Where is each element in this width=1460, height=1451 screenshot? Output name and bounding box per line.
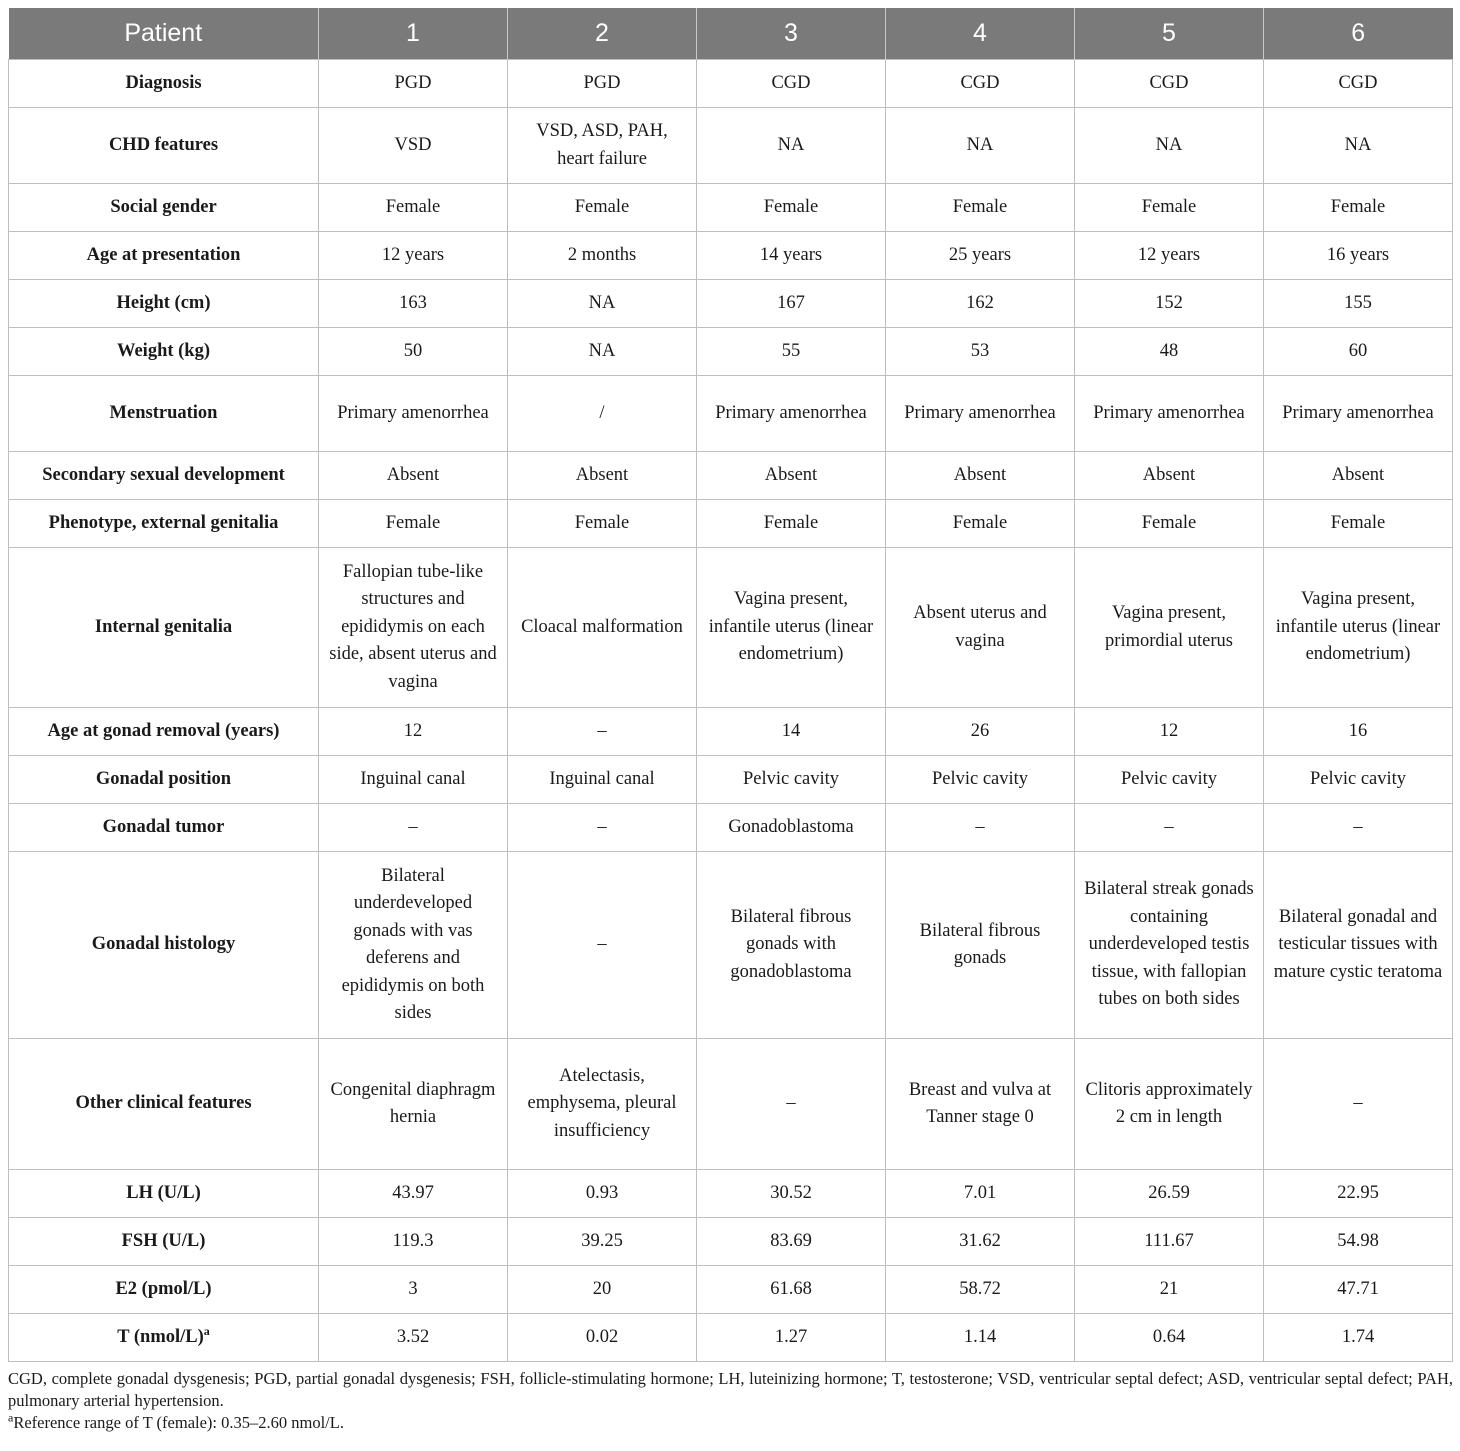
table-cell: Female	[1264, 500, 1453, 548]
header-cell-1: 1	[319, 8, 508, 60]
table-cell: –	[1264, 804, 1453, 852]
row-label-text: Age at presentation	[86, 244, 241, 265]
table-cell: Female	[886, 184, 1075, 232]
table-cell: 7.01	[886, 1170, 1075, 1218]
row-label-text: Diagnosis	[125, 72, 202, 93]
table-cell: PGD	[319, 60, 508, 108]
table-row	[9, 1218, 1453, 1266]
row-label-text: Gonadal histology	[91, 934, 236, 955]
row-label	[9, 328, 319, 376]
table-cell: –	[508, 708, 697, 756]
table-cell: Female	[697, 500, 886, 548]
table-cell: 167	[697, 280, 886, 328]
table-cell: Inguinal canal	[319, 756, 508, 804]
table-cell: 50	[319, 328, 508, 376]
table-cell: Bilateral underdeveloped gonads with vas deferens and epididymis on both sides	[319, 852, 508, 1039]
header-cell-patient: Patient	[9, 8, 319, 60]
table-row	[9, 500, 1453, 548]
table-row	[9, 1039, 1453, 1170]
table-cell: Primary amenorrhea	[886, 376, 1075, 452]
table-cell: 31.62	[886, 1218, 1075, 1266]
table-cell: Fallopian tube-like structures and epididymis on each side, absent uterus and vagina	[319, 548, 508, 708]
table-cell: 14 years	[697, 232, 886, 280]
table-cell: 1.27	[697, 1314, 886, 1362]
table-row	[9, 280, 1453, 328]
row-label	[9, 1314, 319, 1362]
table-cell: Bilateral fibrous gonads	[886, 852, 1075, 1039]
row-label	[9, 108, 319, 184]
table-cell: 1.14	[886, 1314, 1075, 1362]
table-cell: 47.71	[1264, 1266, 1453, 1314]
table-cell: 26	[886, 708, 1075, 756]
table-cell: Absent	[319, 452, 508, 500]
footnote-marker: a	[8, 1410, 14, 1425]
table-cell: /	[508, 376, 697, 452]
table-cell: NA	[508, 280, 697, 328]
table-cell: 3	[319, 1266, 508, 1314]
table-cell: 83.69	[697, 1218, 886, 1266]
row-label	[9, 184, 319, 232]
table-cell: 60	[1264, 328, 1453, 376]
table-cell: 25 years	[886, 232, 1075, 280]
table-row	[9, 1170, 1453, 1218]
row-label	[9, 1266, 319, 1314]
table-cell: Vagina present, primordial uterus	[1075, 548, 1264, 708]
footnote-reference-text: Reference range of T (female): 0.35–2.60 nmol/L.	[13, 1413, 344, 1432]
row-label	[9, 708, 319, 756]
table-cell: Female	[508, 500, 697, 548]
table-cell: –	[508, 852, 697, 1039]
table-cell: –	[508, 804, 697, 852]
table-footnotes	[8, 1368, 1453, 1434]
table-cell: Female	[1075, 184, 1264, 232]
table-cell: Vagina present, infantile uterus (linear endometrium)	[1264, 548, 1453, 708]
row-label-text: Gonadal position	[95, 768, 232, 789]
table-cell: 53	[886, 328, 1075, 376]
table-row	[9, 328, 1453, 376]
table-cell: –	[1264, 1039, 1453, 1170]
table-cell: NA	[1264, 108, 1453, 184]
table-cell: Bilateral fibrous gonads with gonadoblastoma	[697, 852, 886, 1039]
table-cell: 26.59	[1075, 1170, 1264, 1218]
header-cell-4: 4	[886, 8, 1075, 60]
table-row	[9, 1314, 1453, 1362]
row-label-text: Age at gonad removal (years)	[47, 720, 280, 741]
table-body	[9, 60, 1453, 1362]
table-cell: Primary amenorrhea	[697, 376, 886, 452]
row-label	[9, 756, 319, 804]
table-cell: NA	[508, 328, 697, 376]
table-cell: Female	[886, 500, 1075, 548]
table-cell: Absent uterus and vagina	[886, 548, 1075, 708]
row-label-footnote-marker: a	[203, 1323, 210, 1338]
table-cell: Inguinal canal	[508, 756, 697, 804]
table-cell: 30.52	[697, 1170, 886, 1218]
table-cell: 0.93	[508, 1170, 697, 1218]
table-cell: –	[886, 804, 1075, 852]
footnote-reference	[8, 1412, 1453, 1434]
table-cell: CGD	[1075, 60, 1264, 108]
table-cell: 12 years	[319, 232, 508, 280]
table-cell: 111.67	[1075, 1218, 1264, 1266]
table-cell: 12 years	[1075, 232, 1264, 280]
table-container	[8, 8, 1453, 1434]
row-label	[9, 376, 319, 452]
table-cell: 1.74	[1264, 1314, 1453, 1362]
table-cell: Pelvic cavity	[1264, 756, 1453, 804]
table-cell: Bilateral streak gonads containing underdeveloped testis tissue, with fallopian tubes on both sides	[1075, 852, 1264, 1039]
table-cell: Female	[319, 184, 508, 232]
table-cell: Pelvic cavity	[697, 756, 886, 804]
table-cell: Female	[1075, 500, 1264, 548]
row-label	[9, 804, 319, 852]
table-cell: –	[697, 1039, 886, 1170]
table-cell: Female	[697, 184, 886, 232]
table-cell: 152	[1075, 280, 1264, 328]
row-label	[9, 500, 319, 548]
row-label	[9, 60, 319, 108]
row-label-text: Gonadal tumor	[102, 816, 225, 837]
row-label-text: Social gender	[110, 196, 217, 217]
table-cell: Congenital diaphragm hernia	[319, 1039, 508, 1170]
row-label-text: FSH (U/L)	[121, 1230, 206, 1251]
table-cell: 14	[697, 708, 886, 756]
table-cell: VSD, ASD, PAH, heart failure	[508, 108, 697, 184]
table-cell: 54.98	[1264, 1218, 1453, 1266]
table-cell: Absent	[697, 452, 886, 500]
row-label	[9, 1039, 319, 1170]
table-cell: Female	[508, 184, 697, 232]
row-label	[9, 1218, 319, 1266]
table-cell: CGD	[1264, 60, 1453, 108]
table-cell: 2 months	[508, 232, 697, 280]
table-row	[9, 376, 1453, 452]
table-cell: 43.97	[319, 1170, 508, 1218]
table-cell: 16 years	[1264, 232, 1453, 280]
table-cell: 119.3	[319, 1218, 508, 1266]
table-cell: Vagina present, infantile uterus (linear endometrium)	[697, 548, 886, 708]
row-label	[9, 280, 319, 328]
header-cell-5: 5	[1075, 8, 1264, 60]
table-cell: Primary amenorrhea	[1075, 376, 1264, 452]
table-cell: Atelectasis, emphysema, pleural insufficiency	[508, 1039, 697, 1170]
table-cell: 162	[886, 280, 1075, 328]
table-cell: NA	[697, 108, 886, 184]
table-cell: Absent	[886, 452, 1075, 500]
table-row	[9, 852, 1453, 1039]
table-cell: 21	[1075, 1266, 1264, 1314]
table-cell: 12	[319, 708, 508, 756]
table-cell: 55	[697, 328, 886, 376]
table-cell: NA	[1075, 108, 1264, 184]
table-cell: 0.02	[508, 1314, 697, 1362]
row-label-text: Internal genitalia	[94, 616, 233, 637]
table-cell: 3.52	[319, 1314, 508, 1362]
table-cell: Pelvic cavity	[886, 756, 1075, 804]
table-cell: Cloacal malformation	[508, 548, 697, 708]
row-label	[9, 1170, 319, 1218]
table-cell: Pelvic cavity	[1075, 756, 1264, 804]
table-cell: –	[1075, 804, 1264, 852]
table-header-row	[9, 8, 1453, 60]
table-row	[9, 1266, 1453, 1314]
table-cell: Gonadoblastoma	[697, 804, 886, 852]
table-row	[9, 232, 1453, 280]
table-cell: NA	[886, 108, 1075, 184]
table-cell: 39.25	[508, 1218, 697, 1266]
table-cell: Female	[319, 500, 508, 548]
row-label-text: Other clinical features	[75, 1093, 252, 1114]
table-cell: PGD	[508, 60, 697, 108]
row-label-text: Height (cm)	[116, 292, 211, 313]
row-label-text: Phenotype, external genitalia	[48, 512, 279, 533]
row-label	[9, 548, 319, 708]
table-cell: Absent	[1264, 452, 1453, 500]
table-cell: CGD	[697, 60, 886, 108]
header-cell-6: 6	[1264, 8, 1453, 60]
table-cell: 163	[319, 280, 508, 328]
table-cell: 16	[1264, 708, 1453, 756]
table-row	[9, 108, 1453, 184]
table-cell: 12	[1075, 708, 1264, 756]
table-cell: VSD	[319, 108, 508, 184]
table-cell: 22.95	[1264, 1170, 1453, 1218]
table-cell: Female	[1264, 184, 1453, 232]
table-row	[9, 708, 1453, 756]
row-label-text: Secondary sexual development	[42, 464, 285, 485]
footnote-abbreviations: CGD, complete gonadal dysgenesis; PGD, partial gonadal dysgenesis; FSH, follicle-stimulating hormone; LH, luteinizing hormone; T, testosterone; VSD, ventricular septal defect; ASD, ventricular septal defect; PAH, pulmonary arterial hypertension.	[8, 1369, 1453, 1410]
table-cell: 155	[1264, 280, 1453, 328]
table-cell: –	[319, 804, 508, 852]
row-label-text: Menstruation	[109, 402, 218, 423]
row-label-text: Weight (kg)	[116, 340, 210, 361]
patient-table	[8, 8, 1453, 1362]
table-row	[9, 804, 1453, 852]
row-label-text: E2 (pmol/L)	[115, 1278, 212, 1299]
table-cell: Absent	[508, 452, 697, 500]
row-label	[9, 232, 319, 280]
table-cell: Primary amenorrhea	[319, 376, 508, 452]
row-label	[9, 852, 319, 1039]
table-row	[9, 452, 1453, 500]
table-cell: CGD	[886, 60, 1075, 108]
header-cell-2: 2	[508, 8, 697, 60]
table-row	[9, 184, 1453, 232]
table-cell: 0.64	[1075, 1314, 1264, 1362]
table-cell: Breast and vulva at Tanner stage 0	[886, 1039, 1075, 1170]
table-cell: Absent	[1075, 452, 1264, 500]
table-cell: Bilateral gonadal and testicular tissues with mature cystic teratoma	[1264, 852, 1453, 1039]
table-cell: Primary amenorrhea	[1264, 376, 1453, 452]
table-cell: 61.68	[697, 1266, 886, 1314]
row-label-text: T (nmol/L)	[117, 1326, 204, 1347]
table-cell: 58.72	[886, 1266, 1075, 1314]
table-row	[9, 756, 1453, 804]
row-label-text: CHD features	[108, 134, 219, 155]
header-cell-3: 3	[697, 8, 886, 60]
table-row	[9, 60, 1453, 108]
table-row	[9, 548, 1453, 708]
table-cell: 20	[508, 1266, 697, 1314]
row-label	[9, 452, 319, 500]
table-cell: Clitoris approximately 2 cm in length	[1075, 1039, 1264, 1170]
table-cell: 48	[1075, 328, 1264, 376]
row-label-text: LH (U/L)	[126, 1182, 201, 1203]
